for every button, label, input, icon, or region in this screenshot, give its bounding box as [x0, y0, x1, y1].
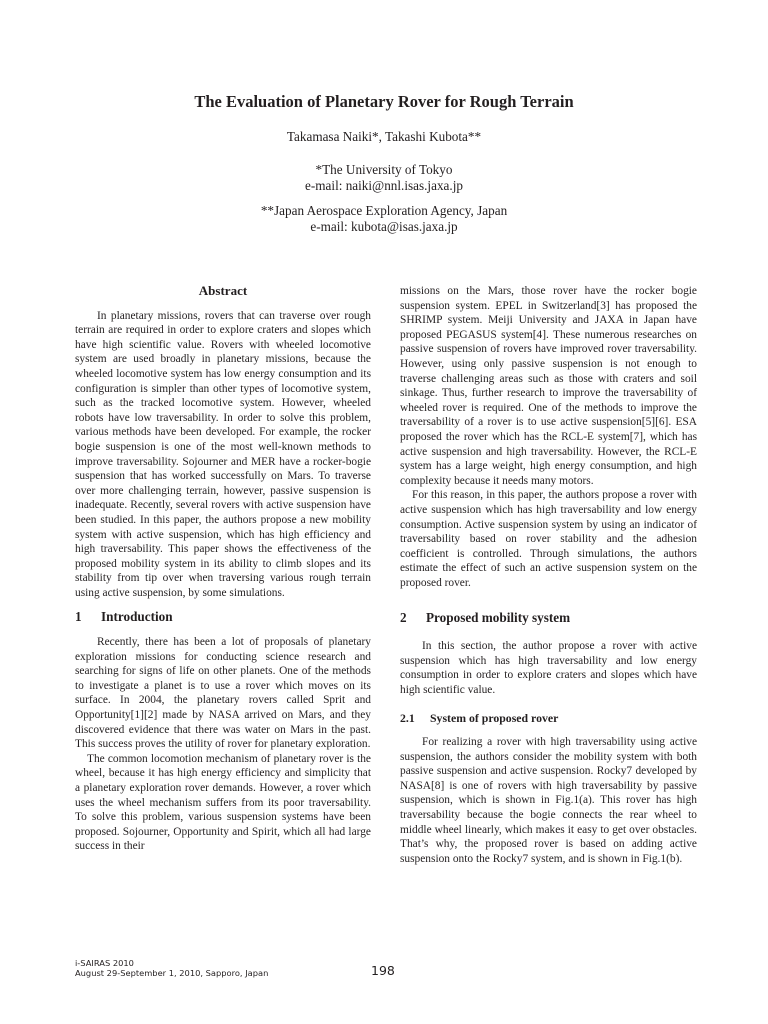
intro-paragraph-2: The common locomotion mechanism of planetary rover is the wheel, because it has high energy efficiency and simplicity that a planetary exploration rover demands. However, a rover which uses the wheel mechanism suffers from its poor traversability. To solve this problem, various suspension systems have been proposed. Sojourner, Opportunity and Spirit, which all had large success in their: [75, 752, 371, 853]
section-title: Introduction: [101, 609, 173, 625]
abstract-text: In planetary missions, rovers that can traverse over rough terrain are required in order to explore craters and slopes which have high scientific value. Rovers with wheeled locomotive system are used broadly in planetary missions, because the wheeled locomotive system has low energy consumption and its configuration is simpler than other types of locomotive system, such as the tracked locomotive system. However, wheeled robots have low traversability. In order to solve this problem, various methods have been developed. For example, the rocker bogie suspension is one of the most well-known methods to improve traversability. Sojourner and MER have a rocker-bogie suspension that has worked successfully on Mars. To traverse over more challenging terrain, however, passive suspension is inadequate. Recently, several rovers with active suspension have been studied. In this paper, the authors propose a new mobility system with active suspension, which has high efficiency and high traversability. This paper shows the effectiveness of the proposed mobility system in its ability to climb slopes and its stability from tip over when traversing various rough terrain using active suspension, by some simulations.: [75, 309, 371, 599]
section2-paragraph-1: In this section, the author propose a rover with active suspension which has high traversability and low energy consumption in order to explore craters and slopes which have high scientific value.: [400, 640, 697, 696]
email-naiki: e-mail: naiki@nnl.isas.jaxa.jp: [305, 178, 463, 193]
conference-name: i-SAIRAS 2010: [75, 958, 134, 968]
intro-paragraph-1: Recently, there has been a lot of proposals of planetary exploration missions for conducting science research and searching for signs of life on other planets. One of the methods to investigate a planet is to use a rover which moves on its surface. In 2004, the planetary rovers called Sprit and Opportunity[1][2] made by NASA arrived on Mars, and they discovered evidence that there was water on Mars in the past. This success proves the utility of rover for planetary exploration.: [75, 636, 371, 751]
email-kubota: e-mail: kubota@isas.jaxa.jp: [310, 219, 458, 234]
intro-paragraph-4: For this reason, in this paper, the authors propose a rover with active suspension which has high traversability and low energy consumption. Active suspension system by using an indicator of traversability based on rover stability and the adhesion coefficient is controlled. Through simulations, the authors estimate the effect of such an active suspension system on the proposed rover.: [400, 489, 697, 589]
affiliation-tokyo: *The University of Tokyo: [315, 162, 453, 177]
subsection-number: 2.1: [400, 711, 415, 726]
author-list: Takamasa Naiki*, Takashi Kubota**: [286, 129, 482, 144]
intro-paragraph-3: missions on the Mars, those rover have the rocker bogie suspension system. EPEL in Switzerland[3] has proposed the SHRIMP system. Meiji University and JAXA in Japan have proposed PEGASUS system[4]. These numerous researches on passive suspension of rovers have improved rover traversability. However, using only passive suspension is not enough to traverse challenging areas such as those with craters and soil sinkage. Thus, further research to improve the traversability of wheeled rover is required. One of the methods to improve the traversability of a rover is to use active suspension[5][6]. ESA proposed the rover which has the RCL-E system[7], which has active suspension and high traversability. However, the RCL-E system has a large weight, high energy consumption, and high complexity because it needs many motors.: [400, 285, 697, 487]
conference-footer: [75, 958, 268, 978]
section-number: 1: [75, 609, 82, 625]
abstract-heading: Abstract: [198, 283, 248, 298]
section2-1-paragraph-1: For realizing a rover with high traversability using active suspension, the authors consider the mobility system with both passive suspension and active suspension. Rocky7 developed by NASA[8] is one of rovers with high traversability by passive suspension, which is shown in Fig.1(a). This rover has high traversability because the bogie connects the rear wheel to middle wheel linearly, which makes it easy to get over obstacles. That’s why, the proposed rover is based on adding active suspension onto the Rocky7 system, and is shown in Fig.1(b).: [400, 736, 697, 865]
affiliation-jaxa: **Japan Aerospace Exploration Agency, Japan: [260, 203, 508, 218]
right-column: [400, 284, 697, 866]
left-column: [75, 284, 371, 854]
section-heading-introduction: [75, 610, 371, 625]
subsection-heading-system: [400, 711, 697, 726]
section-title: Proposed mobility system: [426, 610, 571, 626]
paper-title: The Evaluation of Planetary Rover for Rough Terrain: [194, 92, 574, 111]
section-number: 2: [400, 610, 407, 626]
conference-dates-location: August 29-September 1, 2010, Sapporo, Japan: [75, 968, 269, 978]
section-heading-proposed-mobility: [400, 611, 697, 626]
subsection-title: System of proposed rover: [430, 711, 559, 726]
page-number: 198: [371, 963, 395, 978]
